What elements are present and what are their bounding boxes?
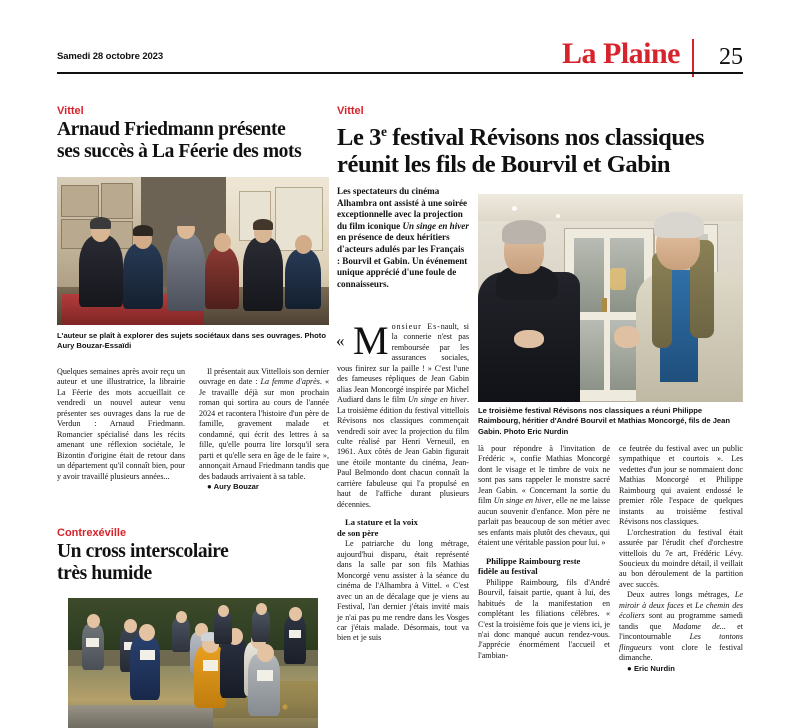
two-men-talking-caption — [478, 406, 743, 437]
article-friedmann-headline — [57, 119, 329, 162]
masthead-rule — [57, 72, 743, 74]
text-run: Les spectateurs du cinéma Alhambra ont assisté à une soirée exceptionnelle avec la projection du film iconique — [337, 186, 468, 231]
article-festival-kicker: Vittel — [337, 105, 364, 117]
paragraph — [619, 590, 743, 663]
headline-line-2: très humide — [57, 562, 152, 584]
signature-name: Eric Nurdin — [633, 663, 675, 673]
children-cross-country-photo — [68, 598, 318, 728]
text-run: là pour répondre à l'invitation de Frédéric », confie Mathias Moncorgé dont le visage et le timbre de voix ne sont pas sans rappeler le monstre sacré Jean Gabin. « Concernant la sortie du film — [478, 444, 610, 506]
masthead-brand: La Plaine — [561, 37, 680, 70]
paragraph — [478, 444, 610, 549]
film-title-italic: Madame de... — [672, 621, 726, 631]
headline-text-run: Le 3 — [337, 124, 381, 152]
film-title-italic: Un singe en hiver — [402, 220, 469, 231]
headline-line-1: Un cross interscolaire — [57, 541, 229, 562]
author-booksigning-photo — [57, 177, 329, 325]
headline-line-2: réunit les fils de Bourvil et Gabin — [337, 150, 671, 178]
signature-name: Aury Bouzar — [213, 481, 259, 491]
two-men-talking-photo — [478, 194, 743, 402]
opening-guillemet: « — [336, 331, 345, 350]
article-festival-body-col-2 — [478, 444, 610, 661]
paragraph: Le patriarche du long métrage, aujourd'hui disparu, était représenté dans la salle par son fils Mathias Moncorgé venu assister à la séance du cinéma de l'Alhambra à Vittel. « C'est avec un an de décalage que je viens au Festival, l'an dernier j'étais invité mais je n'ai pas pu me rendre dans les Vosges car j'étais malade. Désormais, tout va bien et je suis — [337, 539, 469, 643]
subhead-stature — [337, 517, 469, 538]
film-title-italic: Le chemin des écoliers — [619, 600, 743, 621]
article-friedmann-body-col-2 — [199, 367, 329, 492]
article-friedmann — [57, 105, 329, 162]
author-booksigning-caption — [57, 331, 329, 352]
book-title-italic: La femme d'après — [260, 377, 320, 387]
text-run: et l'incontournable — [619, 621, 743, 642]
text-run: onsieur Es- — [391, 322, 441, 331]
caption-credit: Photo Eric Nurdin — [503, 426, 569, 436]
article-festival-body-col-3 — [619, 444, 743, 674]
paragraph: Philippe Raimbourg, fils d'André Bourvil, faisait partie, quant à lui, des habitués de la manifestation en complétant les filiations célèbres. « C'est la troisième fois que je viens ici, je n'ai donc manqué aucun rendez-vous. J'apprécie énormément l'accueil et l'ambian- — [478, 577, 610, 660]
article-friedmann-signature — [199, 482, 329, 492]
text-run: . « Je travaille déjà sur mon prochain roman qui sortira au cours de l'année 2024 et racontera l'histoire d'un père de famille, gravement malade et condamné, qui écrit des lettres à sa fille, qu'elle pourra lire lorsqu'il sera parti et qu'elle sera en âge de le faire », annonçait Arnaud Friedmann tandis que des badauds arrivaient à sa table. — [199, 377, 329, 481]
text-run: sont au programme samedi tandis que — [619, 611, 743, 631]
paragraph — [199, 367, 329, 482]
film-title-italic: Un singe en hiver — [408, 395, 467, 405]
paragraph: L'orchestration du festival était assurée par l'érudit chef d'orchestre vittellois du 7e art, Frédéric Lévy. Soucieux du moindre détail, il veillait au bon déroulement de la partition avec succès. — [619, 527, 743, 589]
text-run: en présence de deux héritiers d'acteurs adulés par les Français : Bourvil et Gabin. Un événement unique apprécié d'une foule de connaisseurs. — [337, 232, 468, 289]
text-run: Il présentait aux Vittellois son dernier ouvrage en date : — [199, 367, 329, 387]
signature-bullet-icon: ● — [207, 481, 212, 491]
text-run: et — [683, 600, 696, 610]
article-friedmann-body-col-1 — [57, 367, 185, 482]
masthead-page-number: 25 — [719, 44, 743, 70]
caption-text: Le troisième festival Révisons nos classiques a réuni Philippe Raimbourg, héritier d'André Bourvil et Mathias Moncorgé, fils de Jean Gabin. — [478, 406, 731, 436]
headline-line-1 — [337, 119, 743, 152]
headline-text-run: festival Révisons nos classiques — [386, 124, 705, 152]
text-run: , elle ne me laisse aucun souvenir d'enfance. Mon père ne parlait pas beaucoup de son métier avec ses enfants mais plutôt des chevaux, qui étaient une véritable passion pour lui. » — [478, 496, 610, 548]
text-run: . La troisième édition du festival vittellois Révisons nos classiques commençait vendredi soir avec la projection du film culte réalisé par Henri Verneuil, en 1961. Aux côtés de Jean Gabin figurait une étoile montante du cinéma, Jean-Paul Belmondo dont chacun connaît la carrière fabuleuse qui l'a propulsé en haut de l'affiche durant plusieurs décennies. — [337, 395, 470, 509]
film-title-italic: Les tontons flingueurs — [619, 632, 744, 652]
paragraph: ce feutrée du festival avec un public sympathique et courtois ». Les vedettes d'un jour se nommaient donc Mathias Moncorgé et Philippe Raimbourg qui avaient endossé le premier rôle l'espace de quelques instants au troisième festival Révisons nos classiques. — [619, 444, 743, 527]
article-festival-standfirst — [337, 186, 469, 290]
article-festival-body-col-1 — [336, 318, 470, 644]
caption-credit: Photo Aury Bouzar-Essaïdi — [57, 331, 326, 351]
subhead-line-1: La stature et la voix — [345, 517, 418, 528]
article-festival — [337, 105, 743, 178]
signature-bullet-icon: ● — [627, 663, 632, 673]
film-title-italic: Un singe en hiver — [493, 496, 552, 506]
article-cross-headline — [57, 541, 329, 584]
caption-text: L'auteur se plaît à explorer des sujets sociétaux dans ses ouvrages. — [57, 331, 303, 340]
headline-line-1: Arnaud Friedmann présente — [57, 119, 286, 140]
masthead-date: Samedi 28 octobre 2023 — [57, 51, 164, 62]
subhead-line-1: Philippe Raimbourg reste — [486, 555, 581, 566]
dropcap-paragraph — [336, 318, 470, 510]
text-run: vont clore le festival dimanche. — [619, 642, 743, 663]
subhead-raimbourg — [478, 556, 610, 577]
subhead-line-2: fidèle au festival — [478, 566, 538, 577]
article-cross — [57, 527, 329, 584]
film-title-italic: Le miroir à deux faces — [619, 590, 743, 610]
text-run: Deux autres longs métrages, — [627, 590, 735, 600]
masthead — [57, 37, 743, 80]
article-cross-kicker: Contrexéville — [57, 527, 127, 539]
headline-line-2: ses succès à La Féerie des mots — [57, 140, 302, 162]
article-festival-signature — [619, 664, 743, 674]
text-run: nault, si la connerie n'est pas remboursée par les assurances sociales, vous finirez sur la paille ! » C'est l'une des fameuses répliques de Jean Gabin alias Jean Moncorgé inspirée par Michel Audiard dans le film — [337, 322, 469, 405]
paragraph: Quelques semaines après avoir reçu un auteur et une illustratrice, la librairie La Féerie des mots accueillait ce vendredi un nouvel auteur venu présenter ses ouvrages dans la rue de Verdun : Arnaud Friedmann. Romancier spécialisé dans les récits amenant une réflexion sociétale, le Bizontin d'origine était de retour dans un département qu'il connaît bien, pour y avoir travaillé plusieurs années... — [57, 367, 185, 481]
subhead-line-2: de son père — [337, 527, 379, 538]
article-festival-headline — [337, 119, 743, 178]
article-friedmann-kicker: Vittel — [57, 105, 84, 117]
drop-cap-letter: M — [353, 318, 389, 363]
headline-ordinal-suffix: e — [381, 124, 387, 139]
